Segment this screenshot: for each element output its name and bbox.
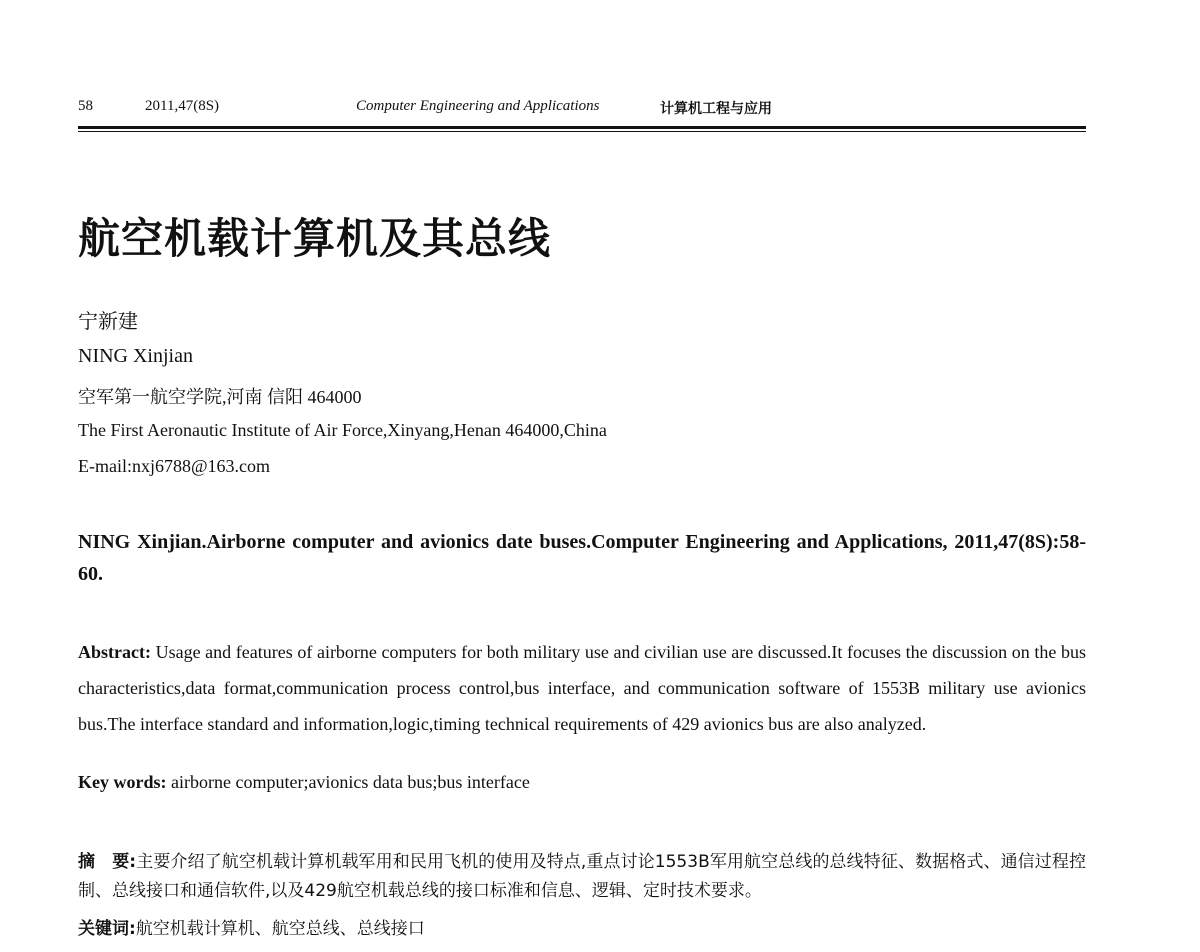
abstract-cn	[78, 848, 1086, 906]
journal-name-cn: 计算机工程与应用	[660, 101, 772, 117]
volume-issue: 2011,47(8S)	[145, 98, 220, 114]
affiliation-cn: 空军第一航空学院,河南 信阳 464000	[78, 387, 362, 407]
abstract-en	[78, 634, 1086, 742]
author-email: E-mail:nxj6788@163.com	[78, 456, 271, 476]
abstract-text: Usage and features of airborne computers for both military use and civilian use are discussed.It focuses the discussion on the bus characteristics,data format,communication process control,bus interface, and communication software of 1553B military use avionics bus.The interface standard and information,logic,timing technical requirements of 429 avionics bus are also analyzed.	[78, 642, 1086, 734]
citation: NING Xinjian.Airborne computer and avionics date buses.Computer Engineering and Applications, 2011,47(8S):58-60.	[78, 531, 1086, 585]
keywords-label: Key words:	[78, 772, 167, 792]
abstract-label: Abstract:	[78, 642, 151, 662]
page-number: 58	[78, 98, 93, 114]
abstract-cn-text: 主要介绍了航空机载计算机载军用和民用飞机的使用及特点,重点讨论1553B军用航空总线的总线特征、数据格式、通信过程控制、总线接口和通信软件,以及429航空机载总线的接口标准和信息、逻辑、定时技术要求。	[78, 852, 1086, 901]
keywords-cn	[78, 914, 425, 939]
running-header	[78, 98, 1086, 122]
keywords-text: airborne computer;avionics data bus;bus interface	[166, 772, 530, 792]
author-name-en: NING Xinjian	[78, 345, 193, 367]
author-name-cn: 宁新建	[78, 311, 138, 333]
header-rule-thin	[78, 131, 1086, 132]
keywords-cn-label: 关键词:	[78, 919, 136, 939]
affiliation-en: The First Aeronautic Institute of Air Force,Xinyang,Henan 464000,China	[78, 420, 607, 440]
header-rule-thick	[78, 126, 1086, 129]
keywords-cn-text: 航空机载计算机、航空总线、总线接口	[135, 919, 425, 939]
keywords-en	[78, 772, 530, 793]
paper-title: 航空机载计算机及其总线	[78, 214, 552, 263]
journal-name-en: Computer Engineering and Applications	[356, 98, 600, 114]
abstract-cn-label: 摘 要:	[78, 852, 137, 872]
